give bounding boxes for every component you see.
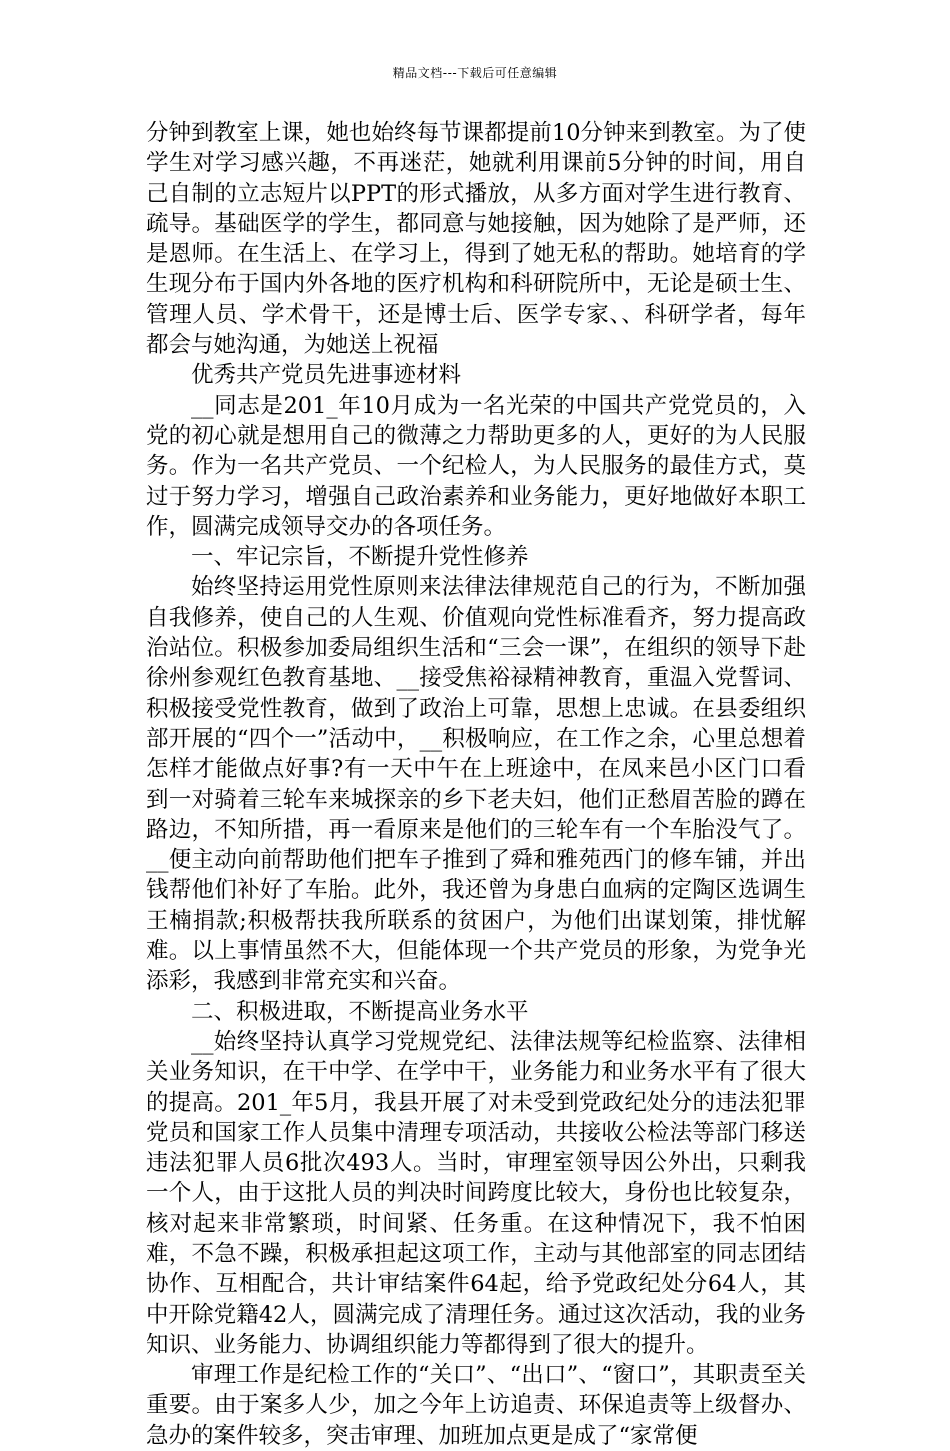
document-body — [146, 118, 806, 1451]
paragraph: __始终坚持认真学习党规党纪、法律法规等纪检监察、法律相关业务知识，在干中学、在学中干，业务能力和业务水平有了很大的提高。201_年5月，我县开展了对未受到党政纪处分的违法犯罪党员和国家工作人员集中清理专项活动，共接收公检法等部门移送违法犯罪人员6批次493人。当时，审理室领导因公外出，只剩我一个人，由于这批人员的判决时间跨度比较大，身份也比较复杂，核对起来非常繁琐，时间紧、任务重。在这种情况下，我不怕困难，不急不躁，积极承担起这项工作，主动与其他部室的同志团结协作、互相配合，共计审结案件64起，给予党政纪处分64人，其中开除党籍42人，圆满完成了清理任务。通过这次活动，我的业务知识、业务能力、协调组织能力等都得到了很大的提升。 — [146, 1028, 806, 1358]
document-title: 优秀共产党员先进事迹材料 — [191, 362, 462, 389]
paragraph: 始终坚持运用党性原则来法律法律规范自己的行为，不断加强自我修养，使自己的人生观、价值观向党性标准看齐，努力提高政治站位。积极参加委局组织生活和“三会一课”，在组织的领导下赴徐州参观红色教育基地、__接受焦裕禄精神教育，重温入党誓词、积极接受党性教育，做到了政治上可靠，思想上忠诚。在县委组织部开展的“四个一”活动中，__积极响应，在工作之余，心里总想着怎样才能做点好事?有一天中午在上班途中，在凤来邑小区门口看到一对骑着三轮车来城探亲的乡下老夫妇，他们正愁眉苦脸的蹲在路边，不知所措，再一看原来是他们的三轮车有一个车胎没气了。__便主动向前帮助他们把车子推到了舜和雅苑西门的修车铺，并出钱帮他们补好了车胎。此外，我还曾为身患白血病的定陶区选调生王楠捐款;积极帮扶我所联系的贫困户，为他们出谋划策，排忧解难。以上事情虽然不大，但能体现一个共产党员的形象，为党争光添彩，我感到非常充实和兴奋。 — [146, 574, 806, 995]
paragraph: 分钟到教室上课，她也始终每节课都提前10分钟来到教室。为了使学生对学习感兴趣，不再迷茫，她就利用课前5分钟的时间，用自己自制的立志短片以PPT的形式播放，从多方面对学生进行教育、疏导。基础医学的学生，都同意与她接触，因为她除了是严师，还是恩师。在生活上、在学习上，得到了她无私的帮助。她培育的学生现分布于国内外各地的医疗机构和科研院所中，无论是硕士生、管理人员、学术骨干，还是博士后、医学专家、、科研学者，每年都会与她沟通，为她送上祝福 — [146, 120, 806, 359]
section-heading: 二、积极进取，不断提高业务水平 — [191, 998, 529, 1025]
page-header: 精品文档---下载后可任意编辑 — [392, 66, 558, 80]
paragraph: 审理工作是纪检工作的“关口”、“出口”、“窗口”，其职责至关重要。由于案多人少，加之今年上访追责、环保追责等上级督办、急办的案件较多，突击审理、加班加点更是成了“家常便 — [146, 1362, 806, 1449]
paragraph: __同志是201_年10月成为一名光荣的中国共产党党员的，入党的初心就是想用自己的微薄之力帮助更多的人，更好的为人民服务。作为一名共产党员、一个纪检人，为人民服务的最佳方式，莫过于努力学习，增强自己政治素养和业务能力，更好地做好本职工作，圆满完成领导交办的各项任务。 — [146, 392, 806, 540]
section-heading: 一、牢记宗旨，不断提升党性修养 — [191, 544, 529, 571]
